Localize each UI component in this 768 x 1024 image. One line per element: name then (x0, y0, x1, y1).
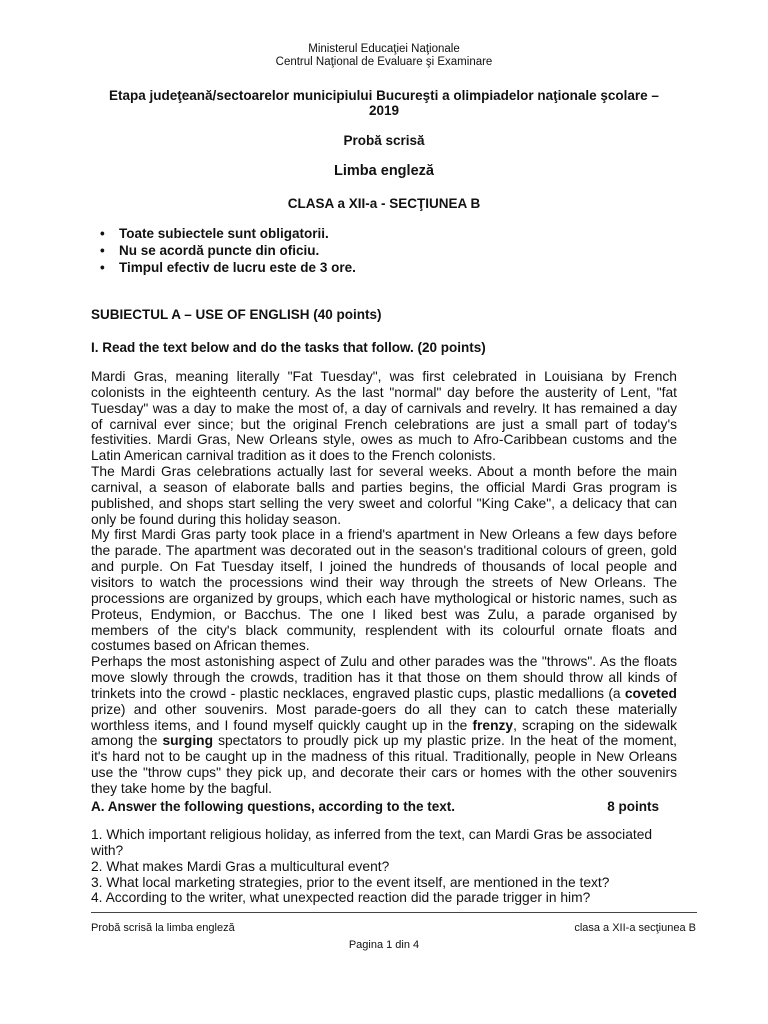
paragraph-3: My first Mardi Gras party took place in a friend's apartment in New Orleans a few days before the parade. The apartment was decorated out in the season's traditional colours of green, gold and purple. On Fat Tuesday itself, I joined the hundreds of thousands of local people and visitors to watch the processions wind their way through the streets of New Orleans. The processions are organized by groups, which each have mythological or historic names, such as Proteus, Endymion, or Bacchus. The one I liked best was Zulu, a parade organised by members of the city's black community, resplendent with its colourful ornate floats and costumes based on African themes. (91, 527, 677, 654)
questions-points: 8 points (607, 799, 659, 814)
class-section-label: CLASA a XII-a - SECŢIUNEA B (287, 196, 481, 211)
keyword-surging: surging (162, 733, 214, 749)
olympiad-title-line1: Etapa judeţeană/sectoarelor municipiului Bucureşti a olimpiadelor naţionale şcolare – (109, 88, 659, 103)
questions-list (91, 827, 681, 906)
reading-text (91, 369, 677, 797)
question-item: 3. What local marketing strategies, prior to the event itself, are mentioned in the text? (91, 874, 610, 890)
proba-label: Probă scrisă (343, 133, 425, 148)
question-item: 2. What makes Mardi Gras a multicultural event? (91, 858, 390, 874)
rule-item: • Toate subiectele sunt obligatorii. (96, 225, 356, 242)
page-number: Pagina 1 din 4 (348, 939, 420, 951)
footer-divider (91, 912, 697, 913)
keyword-coveted: coveted (624, 685, 677, 701)
ministry-header: Ministerul Educaţiei Naţionale (308, 43, 460, 55)
task-heading: I. Read the text below and do the tasks that follow. (20 points) (91, 340, 486, 355)
subject-label: Limba engleză (334, 163, 434, 179)
center-header: Centrul Naţional de Evaluare şi Examinare (275, 56, 493, 68)
question-item: 1. Which important religious holiday, as inferred from the text, can Mardi Gras be associated with? (91, 827, 653, 858)
rule-item: • Timpul efectiv de lucru este de 3 ore. (96, 259, 356, 276)
exam-rules-list (96, 225, 356, 276)
paragraph-1: Mardi Gras, meaning literally "Fat Tuesday", was first celebrated in Louisiana by French colonists in the eighteenth century. As the last "normal" day before the austerity of Lent, "fat Tuesday" was a day to make the most of, a day of carnivals and revelry. It has remained a day of carnival ever since; but the original French celebrations are just a small part of today's festivities. Mardi Gras, New Orleans style, owes as much to Afro-Caribbean customs and the Latin American carnival tradition as it does to the French colonists. (91, 369, 677, 464)
question-item: 4. According to the writer, what unexpected reaction did the parade trigger in him? (91, 890, 591, 906)
paragraph-4: Perhaps the most astonishing aspect of Zulu and other parades was the "throws". As the floats move slowly through the crowds, tradition has it that those on them should throw all kinds of trinkets into the crowd - plastic necklaces, engraved plastic cups, plastic medallions (a coveted prize) and other souvenirs. Most parade-goers do all they can to catch these materially worthless items, and I found myself quickly caught up in the frenzy, scraping on the sidewalk among the surging spectators to proudly pick up my plastic prize. In the heat of the moment, it's hard not to be caught up in the madness of this ritual. Traditionally, people in New Orleans use the "throw cups" they pick up, and decorate their cars or homes with the other souvenirs they take home by the bagful. (91, 654, 677, 796)
section-heading: SUBIECTUL A – USE OF ENGLISH (40 points) (91, 307, 382, 322)
paragraph-2: The Mardi Gras celebrations actually last for several weeks. About a month before the main carnival, a season of elaborate balls and parties begins, the official Mardi Gras program is published, and shops start selling the very sweet and colorful "King Cake", a delicacy that can only be found during this holiday season. (91, 464, 677, 527)
questions-heading: A. Answer the following questions, according to the text. 8 points (91, 799, 659, 814)
keyword-frenzy: frenzy (472, 717, 514, 733)
footer-left: Probă scrisă la limba engleză (91, 922, 235, 934)
footer-right: clasa a XII-a secţiunea B (574, 922, 696, 934)
rule-item: • Nu se acordă puncte din oficiu. (96, 242, 356, 259)
olympiad-title-line2: 2019 (368, 103, 400, 118)
